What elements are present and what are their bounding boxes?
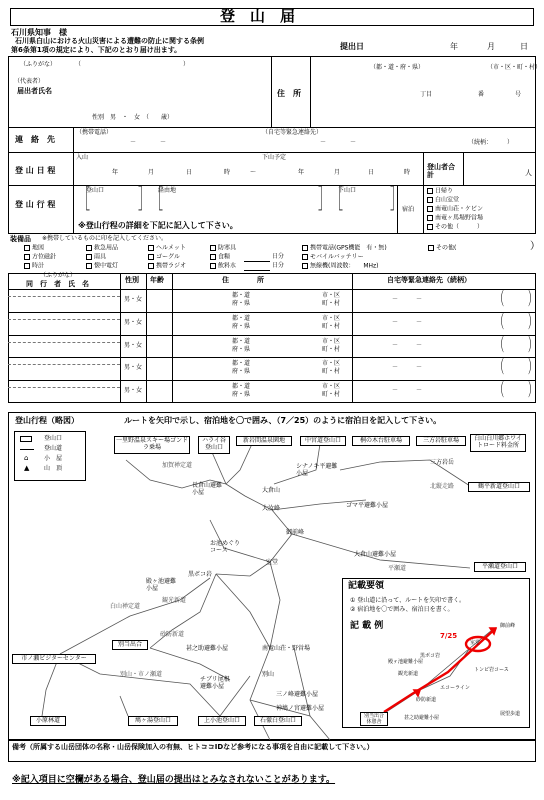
toriya-hut: 殿ヶ池避難小屋 [146,578,177,593]
legend-trail: 登山道 [44,445,63,452]
betto-entry: 別当出合 [112,640,148,650]
example-sabo: 砂防新道 [416,697,437,703]
companion-city-1: 市・区 [322,337,341,345]
companion-dash: － － [392,341,423,349]
companion-pref-2: 府・県 [232,345,251,353]
murodo-hut: 室堂 [266,559,279,566]
rule-2: ② 宿泊地を〇で囲み、宿泊日を書く。 [350,606,454,613]
page-title: 登 山 届 [220,7,296,25]
ki-parking: 桐の木台駐車場 [352,436,410,446]
companion-relation-bracket-close: ） [528,357,537,379]
companion-relation-bracket-open: （ [496,311,505,333]
equip-rain[interactable]: 雨具 [86,254,106,261]
example-toriya: 殿ヶ池避難小屋 [388,659,424,665]
companion-pref-1: 都・道 [232,314,251,322]
companion-gender[interactable]: 男・女 [124,364,143,372]
submit-day: 日 [520,42,528,51]
companion-pref-1: 都・道 [232,360,251,368]
hirase-entry: 平瀬道登山口 [474,562,526,572]
submit-date-label: 提出日 [340,42,364,51]
schedule-enter: 入山 [76,154,89,161]
stay-opt-1[interactable]: 白山室堂 [427,197,459,204]
equip-phone[interactable]: 携帯電話(GPS機能 有・無) [302,245,387,252]
map-instruction: ルートを矢印で示し、宿泊地を〇で囲み、（7／25）のように宿泊日を記入して下さい。 [124,416,442,425]
chugu-entry: 中宮道登山口 [300,436,346,446]
example-jinno: 甚之助避難小屋 [404,715,440,721]
schedule-exit: 下山予定 [262,154,287,161]
stay-label: 宿泊 [402,206,415,213]
companion-dash: － － [392,387,423,395]
sangatake-peak: 三方岩岳 [430,459,455,466]
equip-water[interactable]: 飲料水 [210,263,236,270]
rep-label: （代表者） [14,78,45,85]
hiraiwa-entry: ハライ谷登山口 [198,436,230,454]
ichirino-gondola: 一里野温泉スキー場ゴンドラ乗場 [114,436,190,454]
oike-course: お池めぐりコース [210,540,241,555]
kitaryu-label: 北縦走路 [430,483,455,490]
applicant-name-label: 届出者氏名 [17,87,52,95]
example-gozen: 御前峰 [500,623,516,629]
sabo-trail: 砂防新道 [160,631,185,638]
contact-mobile: （携帯電話） [76,129,113,136]
equipment-note: ※携帯しているものに印を記入してください。 [42,235,168,242]
address-ban: 番 [478,91,485,98]
schedule-y2: 年 [298,169,305,176]
companion-pref-1: 都・道 [232,383,251,391]
legend-hut: 小 屋 [44,455,63,462]
address-label: 住 所 [277,89,301,98]
total-label: 登山者合計 [427,163,455,180]
address-go: 号 [515,91,522,98]
footer-note: ※記入項目に空欄がある場合、登山届の提出はとみなされないことがあります。 [12,775,336,785]
companion-relation-bracket-close: ） [528,380,537,402]
shirakawa-gate: 白山白川郷ホワイトロード料金所 [470,434,526,452]
companion-city-2: 町・村 [322,391,341,399]
regulation-text-2: 第6条第1項の規定により、下記のとおり届け出ます。 [11,46,182,54]
companion-city-2: 町・村 [322,368,341,376]
equip-battery[interactable]: モバイルバッテリー [302,254,364,261]
applicant-furigana: （ふりがな） [20,61,57,68]
kagashozen-label: 加賀禅定道 [162,462,193,469]
example-kanko: 観光新道 [398,671,419,677]
companion-relation-bracket-open: （ [496,289,505,310]
schedule-m1: 月 [148,169,155,176]
address-city: （市・区・町・村） [487,64,542,71]
companion-city-1: 市・区 [322,314,341,322]
route-entry: 登山口 [86,187,105,194]
companion-relation-bracket-open: （ [496,357,505,379]
companion-name-label: 同 行 者 氏 名 [26,280,89,288]
kuroboko-rock: 黒ボコ岩 [188,571,213,578]
ohara-road: 小原林道 [30,716,66,726]
okurayama-peak: 大倉山 [262,487,281,494]
address-chome: 丁目 [420,91,433,98]
equip-map[interactable]: 地図 [24,245,44,252]
schedule-label: 登 山 日 程 [15,166,56,175]
companion-pref-2: 府・県 [232,322,251,330]
ishikuru-entry: 石徹白登山口 [254,716,302,726]
companion-dash: － － [392,296,423,303]
gomadan-hut: ゴマ平避難小屋 [346,502,389,509]
address-pref: （都・道・府・県） [370,64,425,71]
stay-opt-4[interactable]: その他（ ） [427,224,483,231]
stay-opt-2[interactable]: 南竜山荘・ケビン [427,206,483,213]
route-label: 登 山 行 程 [15,200,56,209]
legend-entry: 登山口 [44,435,63,442]
remarks-label: 備考（所属する山岳団体の名称・山岳保険加入の有無、ヒトココIDなど参考になる事項を自由に記載して下さい。） [12,743,374,751]
neatari-entry: 鶴平新道登山口 [468,482,530,492]
equipment-label: 装備品 [10,235,31,243]
equip-wireless[interactable]: 無線機(周波数： MHz) [302,263,379,270]
bessan-peak: 別山 [262,671,275,678]
companion-city-1: 市・区 [322,292,341,299]
contact-home-label: （自宅等緊急連絡先） [262,129,323,136]
companion-dash: － － [392,318,423,326]
schedule-d1: 日 [186,169,193,176]
chibura-hut: チブリ尾根避難小屋 [200,676,230,691]
hirase-trail: 平瀬道 [388,565,407,572]
legend-peak: 山 頂 [44,465,63,472]
stay-opt-0[interactable]: 日帰り [427,188,453,195]
rule-1: ① 登山道に沿って、ルートを矢印で書く。 [350,597,466,604]
companion-city-2: 町・村 [322,345,341,353]
example-betto: 別当出合休憩舎 [360,712,388,726]
companion-dash: － － [392,364,423,372]
okurayama-michi-hut: 大倉山避難小屋 [354,551,397,558]
total-persons: 人 [525,169,532,177]
example-echo: エコーライン [440,685,470,691]
companion-city-1: 市・区 [322,360,341,368]
example-tenbo: 展望歩道 [500,711,521,717]
food-days: 日分 [272,253,285,260]
companion-pref-1: 都・道 [232,292,251,299]
route-via: 経由地 [158,187,177,194]
companion-gender[interactable]: 男・女 [124,387,143,395]
example-tonbi: トンビ岩コース [474,667,509,673]
submit-year: 年 [450,42,458,51]
ichinose-visitor: 市ノ瀬ビジターセンター [12,654,96,664]
kanko-trail: 観光新道 [162,597,187,604]
equip-helmet[interactable]: ヘルメット [148,245,186,252]
companion-pref-1: 都・道 [232,337,251,345]
contact-mobile-dash: － － [130,139,167,146]
sannomine-hut: 三ノ峰避難小屋 [276,691,319,698]
companion-pref-2: 府・県 [232,391,251,399]
equip-warm[interactable]: 防寒具 [210,245,236,252]
rules-title: 記載要領 [348,581,385,591]
companion-relation-bracket-open: （ [496,334,505,356]
equip-light[interactable]: 懐中電灯 [86,263,118,270]
schedule-y1: 年 [112,169,119,176]
water-days: 日分 [272,262,285,269]
map-title: 登山行程（略図） [15,416,79,425]
companion-relation-bracket-open: （ [496,380,505,402]
contact-home-dash: － － [320,139,357,146]
schedule-h2: 時 [404,169,411,176]
jinno-hut: 甚之助避難小屋 [186,645,229,652]
route-exit: 下山口 [338,187,357,194]
equip-radio[interactable]: 携帯ラジオ [148,263,186,270]
nanryu-lodge: 南竜山荘・野営場 [262,645,311,652]
shinoka-entry: 新岩間温泉園地 [236,436,292,446]
companion-furigana: （ふりがな） [40,272,77,279]
schedule-h1: 時 [224,169,231,176]
contact-relation: （続柄： ） [468,139,514,146]
companion-city-1: 市・区 [322,383,341,391]
schedule-tilde: ～ [250,169,257,176]
contact-label: 連 絡 先 [15,135,55,144]
sangatani-parking: 三方岩駐車場 [416,436,466,446]
applicant-paren: （ ） [75,61,190,68]
equip-watch[interactable]: 時計 [24,263,44,270]
kamioshi-hut: 神鳩ノ宮避難小屋 [276,705,325,712]
applicant-gender: 性別 男 ・ 女 （ 歳） [92,114,174,121]
companion-city-2: 町・村 [322,300,341,307]
stay-opt-3[interactable]: 南竜ヶ馬場野営場 [427,215,483,222]
companion-pref-2: 府・県 [232,300,251,307]
shiroyama-trail: 白山禅定道 [110,603,141,610]
shinanoki-hut: シナノキ平避難小屋 [296,463,338,478]
onanji-peak: 大汝峰 [262,505,281,512]
equip-goggle[interactable]: ゴーグル [148,254,180,261]
bessan-ichinose-trail: 別山・市ノ瀬道 [120,671,163,678]
companion-relation-bracket-close: ） [528,289,537,310]
companion-gender[interactable]: 男・女 [124,341,143,349]
example-date: 7/25 [440,632,458,640]
hatogayu-entry: 鳩ヶ湯登山口 [128,716,178,726]
companion-age-label: 年齢 [150,276,164,284]
companion-gender-label: 性別 [125,276,139,284]
gozen-peak: 御前峰 [286,529,305,536]
companion-emergency-label: 自宅等緊急連絡先（続柄） [387,276,471,284]
companion-relation-bracket-close: ） [528,334,537,356]
companion-pref-2: 府・県 [232,368,251,376]
example-murodo: 室堂 [470,640,481,646]
companion-gender[interactable]: 男・女 [124,318,143,326]
submit-month: 月 [487,42,495,51]
companion-address-label: 住 所 [222,276,264,284]
example-title: 記 載 例 [350,621,384,631]
equip-compass[interactable]: 方位磁針 [24,254,56,261]
schedule-d2: 日 [368,169,375,176]
example-kuroboko: 黒ボコ岩 [420,653,441,659]
equip-food[interactable]: 食糧 [210,254,230,261]
equip-firstaid[interactable]: 救急用品 [86,245,118,252]
companion-city-2: 町・村 [322,322,341,330]
naga-hut: 長倉山避難小屋 [192,482,223,497]
kamikoike-entry: 上小池登山口 [198,716,246,726]
schedule-m2: 月 [334,169,341,176]
equip-other[interactable]: その他( [428,245,456,252]
companion-relation-bracket-close: ） [528,311,537,333]
addressee: 石川県知事 様 [11,28,67,37]
route-note: ※登山行程の詳細を下記に記入して下さい。 [78,221,238,230]
companion-gender[interactable]: 男・女 [124,296,143,303]
regulation-text: 石川県白山における火山災害による遭難の防止に関する条例 [15,37,204,45]
